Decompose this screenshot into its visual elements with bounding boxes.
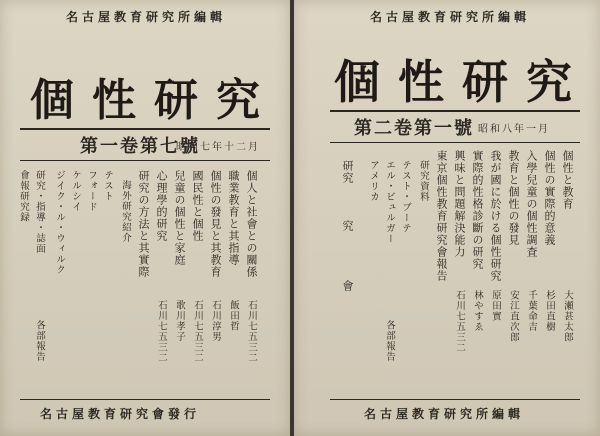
right-misc-1: 研究	[341, 160, 354, 184]
right-cover	[294, 0, 600, 436]
left-issue-number: 第一卷第七號	[80, 136, 200, 157]
left-article-4: 國民性と個性	[191, 170, 204, 242]
right-article-6: 實際的性格診斷の研究	[471, 150, 484, 270]
left-section-label: 海外研究紹介	[120, 180, 131, 243]
right-publisher-top: 名古屋教育研究所編輯	[370, 10, 531, 24]
right-contents-rule	[330, 142, 580, 143]
left-bottom-rule	[20, 399, 270, 400]
left-title: 個性研究	[30, 75, 278, 126]
left-author-2: 飯田哲	[228, 300, 239, 332]
left-cover	[0, 0, 290, 436]
right-title: 個性研究	[334, 55, 590, 109]
left-issue-date: 昭和七年十二月	[176, 142, 260, 153]
right-foreign-3: アメリカ	[368, 160, 379, 202]
left-publisher-bottom: 名古屋教育研究會發行	[40, 407, 201, 421]
right-author-1: 大瀬甚太郎	[562, 290, 573, 343]
right-article-1: 個性と教育	[561, 150, 574, 210]
left-foreign-2: フォード	[86, 170, 97, 212]
right-publisher-bottom: 名古屋教育研究所編輯	[364, 407, 525, 421]
left-author-6: 石川七五三二	[156, 300, 167, 363]
left-author-1: 石川七五三二	[246, 300, 257, 363]
left-author-5: 歌川孝子	[174, 300, 185, 342]
right-article-3: 入學兒童の個性調査	[525, 150, 538, 258]
right-author-5: 原田實	[490, 290, 501, 322]
right-author-2: 杉田直樹	[544, 290, 555, 332]
right-issue-number: 第二卷第一號	[354, 118, 474, 139]
left-foreign-1: テスト	[102, 170, 113, 202]
right-article-4: 教育と個性の發見	[507, 150, 520, 246]
right-title-rule	[330, 110, 580, 112]
right-foreign-1: テスト・ブーテ	[400, 160, 411, 234]
left-publisher-top: 名古屋教育研究所編輯	[66, 10, 227, 24]
right-article-5: 我が國に於ける個性研究	[489, 150, 502, 282]
right-article-2: 個性の實際的意義	[543, 150, 556, 246]
left-author-4: 石川七五三二	[192, 300, 203, 363]
left-article-3: 個性の發見と其教育	[209, 170, 222, 278]
left-report: 各部報告	[34, 320, 45, 362]
left-article-6: 心理學的研究	[155, 170, 168, 242]
right-bottom-rule	[330, 399, 580, 400]
left-misc-1: 研究・指導・誌面	[34, 170, 45, 254]
right-misc-3: 會	[341, 280, 354, 292]
right-article-8: 東京個性教育研究會報告	[435, 150, 448, 282]
left-article-7: 研究の方法と其實際	[137, 170, 150, 278]
left-title-rule	[20, 128, 270, 130]
right-section-label: 研究資料	[418, 160, 429, 202]
right-article-7: 興味と問題解決能力	[453, 150, 466, 258]
right-report: 各部報告	[384, 320, 395, 362]
right-foreign-2: エル・ビュルガー	[384, 160, 395, 244]
left-foreign-4: ジイク・ル・ウィルク	[54, 170, 65, 275]
left-article-5: 兒童の個性と家庭	[173, 170, 186, 266]
left-article-2: 職業教育と其指導	[227, 170, 240, 266]
left-foreign-3: ケルシイ	[70, 170, 81, 212]
right-author-4: 安江直次郎	[508, 290, 519, 343]
left-misc-2: 會報研究録	[18, 170, 29, 223]
right-misc-2: 究	[341, 220, 354, 232]
left-article-1: 個人と社會との關係	[245, 170, 258, 278]
left-author-3: 石川淳男	[210, 300, 221, 342]
left-contents-rule	[20, 160, 270, 161]
right-author-7: 石川七五三二	[454, 290, 465, 353]
right-author-3: 千葉命吉	[526, 290, 537, 332]
right-issue-date: 昭和八年一月	[478, 124, 550, 135]
right-author-6: 林やすゑ	[472, 290, 483, 332]
